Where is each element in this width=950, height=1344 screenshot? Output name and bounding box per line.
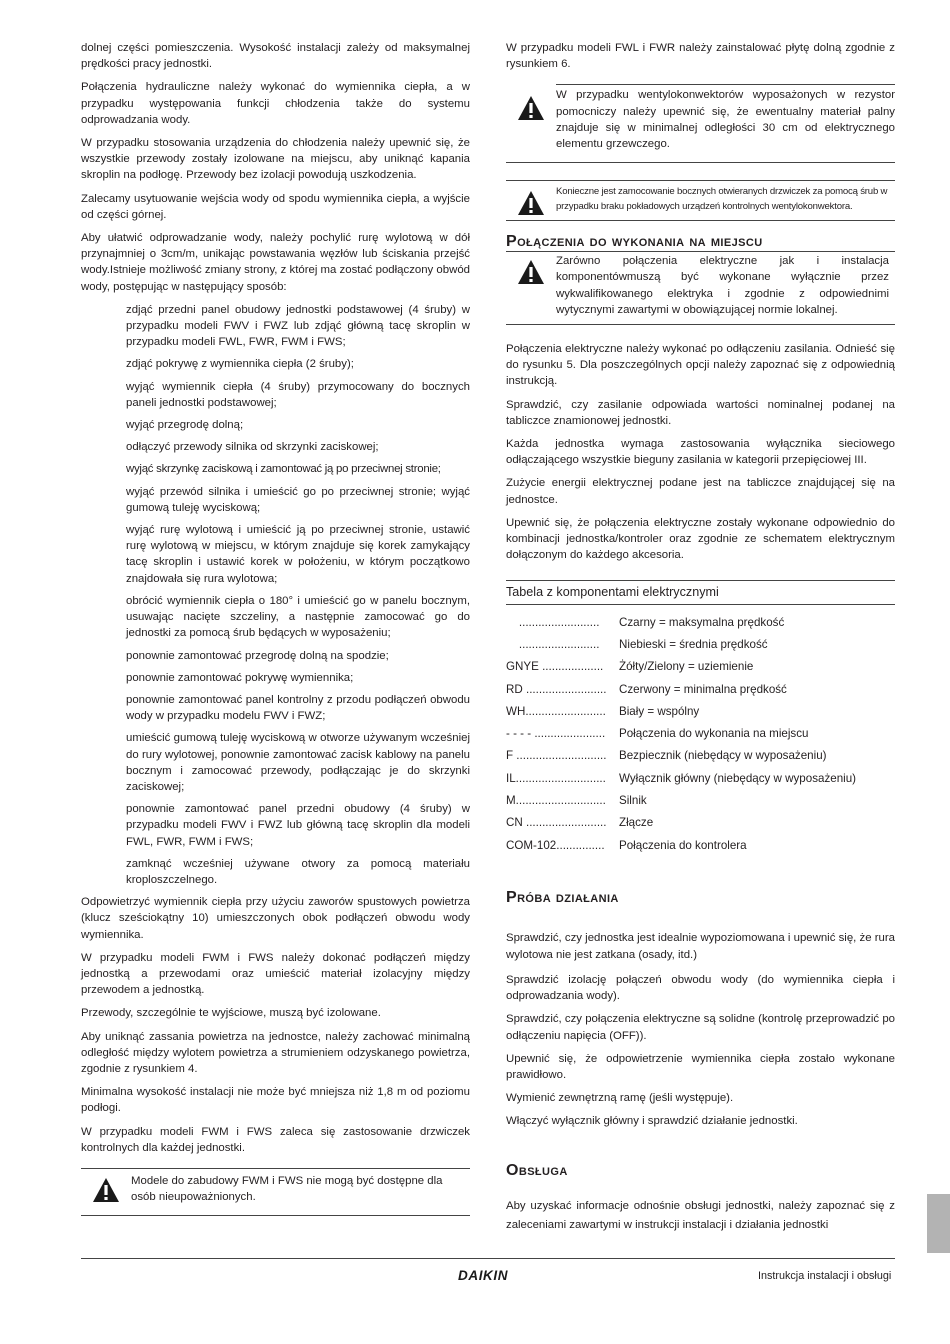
component-desc: Bezpiecznik (niebędący w wyposażeniu): [619, 749, 827, 763]
paragraph: Każda jednostka wymaga zastosowania wyłącznika sieciowego odłączającego wszystkie bieguny zasilania w kategorii przepięciowej III.: [506, 438, 895, 467]
step-item: wyjąć przegrodę dolną;: [126, 419, 244, 432]
paragraph: Włączyć wyłącznik główny i sprawdzić działanie jednostki.: [506, 1115, 798, 1128]
component-code: COM-102...............: [506, 838, 605, 852]
component-code: - - - - ......................: [506, 727, 606, 741]
step-item: zamknąć wcześniej używane otwory za pomocą materiału kroploszczelnego.: [126, 857, 470, 886]
paragraph: Sprawdzić izolację połączeń obwodu wody (do wymiennika ciepła i odprowadzania wody).: [506, 973, 895, 1003]
component-code: F ............................: [506, 749, 607, 763]
warning-box: [81, 1168, 470, 1216]
section-heading: Obsługa: [506, 1161, 568, 1179]
component-desc: Połączenia do kontrolera: [619, 838, 747, 852]
warning-text: Konieczne jest zamocowanie bocznych otwieranych drzwiczek za pomocą śrub w przypadku braku pokładowych urządzeń kontrolnych wentylokonwektora.: [556, 186, 888, 213]
paragraph: Zużycie energii elektrycznej podane jest na tabliczce znajdującej się na jednostce.: [506, 477, 895, 506]
component-desc: Złącze: [619, 816, 654, 830]
table-row: [506, 835, 895, 857]
warning-icon: [506, 87, 556, 121]
table-row: [506, 612, 895, 634]
warning-icon: [506, 253, 556, 285]
left-column: [81, 40, 470, 1216]
paragraph: W przypadku stosowania urządzenia do chłodzenia należy upewnić się, że wszystkie przewody zostały izolowane na miejscu, aby uniknąć kapania skroplin na podłogę. Przewody bez izolacji powodują uszkodzenia.: [81, 137, 470, 182]
step-item: wyjąć wymiennik ciepła (4 śruby) przymocowany do bocznych paneli jednostki podstawowej;: [126, 380, 470, 409]
warning-box: [506, 84, 895, 163]
step-item: ponownie zamontować przegrodę dolną na spodzie;: [126, 649, 389, 662]
step-item: wyjąć przewód silnika i umieścić go po przeciwnej stronie; wyjąć gumową tuleję wyciskową;: [126, 485, 470, 514]
warning-text: Zarówno połączenia elektryczne jak i instalacja komponentówmuszą być wykonane wyłącznie przez wykwalifikowanego elektryka i zgodnie z odpowiednimi wytycznymi zawartymi w obowiązującej normie lokalnej.: [556, 255, 889, 316]
step-item: odłączyć przewody silnika od skrzynki zaciskowej;: [126, 441, 379, 454]
paragraph: Upewnić się, że odpowietrzenie wymiennika ciepła zostało wykonane prawidłowo.: [506, 1052, 895, 1081]
component-code: IL............................: [506, 771, 606, 785]
warning-text: Modele do zabudowy FWM i FWS nie mogą być dostępne dla osób nieupoważnionych.: [131, 1174, 443, 1204]
component-desc: Połączenia do wykonania na miejscu: [619, 727, 809, 741]
paragraph: W przypadku modeli FWM i FWS zaleca się zastosowanie drzwiczek kontrolnych dla każdej jednostki.: [81, 1125, 470, 1154]
warning-box: [506, 180, 895, 221]
paragraph: Sprawdzić, czy zasilanie odpowiada wartości nominalnej podanej na tabliczce znamionowej jednostki.: [506, 398, 895, 427]
component-code: RD .........................: [506, 682, 607, 696]
table-row: [506, 745, 895, 767]
step-item: wyjąć skrzynkę zaciskową i zamontować ją po przeciwnej stronie;: [126, 463, 441, 476]
warning-box: [506, 252, 895, 325]
paragraph: Odpowietrzyć wymiennik ciepła przy użyciu zaworów spustowych powietrza (klucz sześciokątny 10) umieszczonych obok podłączeń obwodu wody wymiennika.: [81, 896, 470, 941]
paragraph: Sprawdzić, czy jednostka jest idealnie wypoziomowana i upewnić się, że rura wylotowa nie jest zatkana (osady, itd.): [506, 931, 895, 962]
component-code: GNYE ...................: [506, 660, 604, 674]
component-code: CN .........................: [506, 816, 607, 830]
component-code: .........................: [506, 615, 600, 629]
section-heading: Próba działania: [506, 888, 619, 906]
table-row: [506, 723, 895, 745]
warning-text: W przypadku wentylokonwektorów wyposażonych w rezystor pomocniczy należy upewnić się, że ewentualny materiał palny znajduje się w minimalnej odległości 30 cm od elektrycznego elementu grzewczego.: [556, 89, 895, 151]
component-desc: Czerwony = minimalna prędkość: [619, 682, 787, 696]
step-item: ponownie zamontować panel przedni obudowy (4 śruby) w przypadku modeli FWV i FWZ lub główną tacę skroplin dla modeli FWL, FWR, FWM i FWS;: [126, 803, 470, 848]
component-desc: Wyłącznik główny (niebędący w wyposażeniu): [619, 771, 857, 785]
table-row: [506, 768, 895, 790]
step-item: zdjąć przedni panel obudowy jednostki podstawowej (4 śruby) w przypadku modeli FWV i FWZ lub zdjąć główną tacę skroplin w przypadku modeli FWL, FWR, FWM i FWS;: [126, 303, 470, 349]
paragraph: Wymienić zewnętrzną ramę (jeśli występuje).: [506, 1092, 734, 1105]
component-code: .........................: [506, 637, 600, 651]
table-row: [506, 701, 895, 723]
component-desc: Biały = wspólny: [619, 704, 700, 718]
intro-paragraphs: [81, 40, 470, 295]
step-item: zdjąć pokrywę z wymiennika ciepła (2 śruby);: [126, 358, 354, 371]
component-code: M............................: [506, 794, 606, 808]
paragraph: Sprawdzić, czy połączenia elektryczne są solidne (kontrolę przeprowadzić po odłączeniu napięcia (OFF)).: [506, 1013, 895, 1042]
table-row: [506, 679, 895, 701]
warning-icon: [81, 1173, 131, 1203]
paragraph: Przewody, szczególnie te wyjściowe, muszą być izolowane.: [81, 1007, 381, 1020]
step-item: ponownie zamontować panel kontrolny z przodu podłączeń obwodu wody w przypadku modelu FWV i FWZ;: [126, 693, 470, 723]
paragraph: dolnej części pomieszczenia. Wysokość instalacji zależy od maksymalnej prędkości pracy jednostki.: [81, 42, 470, 71]
paragraph: Minimalna wysokość instalacji nie może być mniejsza niż 1,8 m od poziomu podłogi.: [81, 1086, 470, 1115]
component-code: WH.........................: [506, 704, 606, 718]
component-desc: Silnik: [619, 794, 647, 808]
component-desc: Żółty/Zielony = uziemienie: [619, 660, 754, 674]
paragraph: Połączenia hydrauliczne należy wykonać do wymiennika ciepła, a w przypadku występowania funkcji chłodzenia także do systemu odprowadzania wody.: [81, 81, 470, 126]
component-desc: Niebieski = średnia prędkość: [619, 637, 768, 651]
closing-paragraphs: [81, 894, 470, 1156]
components-table: [506, 612, 895, 857]
right-column: [506, 40, 895, 1235]
footer-text: Instrukcja instalacji i obsługi: [758, 1270, 892, 1282]
table-title: Tabela z komponentami elektrycznymi: [506, 580, 895, 604]
component-desc: Czarny = maksymalna prędkość: [619, 615, 785, 629]
step-item: umieścić gumową tuleję wyciskową w otworze używanym wcześniej do rury wylotowej, ponownie zamontować zacisk kablowy na panelu bocznym i zamocować przewody, podłączając je do skrzynki zaciskowej;: [126, 732, 470, 793]
paragraph: Aby ułatwić odprowadzanie wody, należy pochylić rurę wylotową w dół przynajmniej o 3cm/m, unikając powstawania węzłów lub ściskania przejść wody.Istnieje możliwość zmiany strony, z której ma zostać podłączony obwód wody, postępując w następujący sposób:: [81, 232, 470, 293]
step-list: [81, 302, 470, 888]
footer-divider: [81, 1258, 895, 1259]
section-heading: Połączenia do wykonania na miejscu: [506, 233, 895, 252]
table-row: [506, 790, 895, 812]
paragraph: W przypadku modeli FWM i FWS należy dokonać podłączeń między jednostką a przewodami oraz umieścić materiał izolacyjny między przewodem a jednostką.: [81, 951, 470, 997]
paragraph: Połączenia elektryczne należy wykonać po odłączeniu zasilania. Odnieść się do rysunku 5. Dla poszczególnych opcji należy zapoznać się z odpowiednią instrukcją.: [506, 343, 895, 388]
step-item: ponownie zamontować pokrywę wymiennika;: [126, 671, 354, 684]
warning-icon: [506, 184, 556, 216]
paragraph: Aby uzyskać informacje odnośnie obsługi jednostki, należy zapoznać się z zaleceniami zawartymi w instrukcji instalacji i działania jednostki: [506, 1199, 895, 1231]
paragraph: Upewnić się, że połączenia elektryczne zostały wykonane odpowiednio do kombinacji jednostka/kontroler oraz zgodnie ze schematem elektrycznym dołączonym do każdego akcesoria.: [506, 516, 895, 562]
paragraph: Aby uniknąć zassania powietrza na jednostce, należy zachować minimalną odległość między wylotem powietrza a strumieniem odzyskanego powietrza, zgodnie z rysunkiem 4.: [81, 1030, 470, 1075]
section-tab-marker: [927, 1194, 950, 1253]
table-row: [506, 634, 895, 656]
table-row: [506, 656, 895, 678]
step-item: obrócić wymiennik ciepła o 180° i umieścić go w panelu bocznym, usuwając nacięte szczeliny, a następnie zamocować go do jednostki za pomocą śrub będących w wyposażeniu;: [126, 594, 470, 640]
paragraph: Zalecamy usytuowanie wejścia wody od spodu wymiennika ciepła, a wyjście od części górnej.: [81, 192, 470, 221]
test-paragraphs: [506, 930, 895, 1130]
table-row: [506, 812, 895, 834]
step-item: wyjąć rurę wylotową i umieścić ją po przeciwnej stronie, ustawić rurę wylotową w miejscu, w którym znajduje się korek zamykający tacę skroplin i ustawić korek w położeniu, w którym początkowo znajdowała się rura wylotowa;: [126, 524, 470, 585]
daikin-logo: DAIKIN: [458, 1268, 509, 1283]
electrical-paragraphs: [506, 341, 895, 563]
paragraph: W przypadku modeli FWL i FWR należy zainstalować płytę dolną zgodnie z rysunkiem 6.: [506, 42, 895, 71]
